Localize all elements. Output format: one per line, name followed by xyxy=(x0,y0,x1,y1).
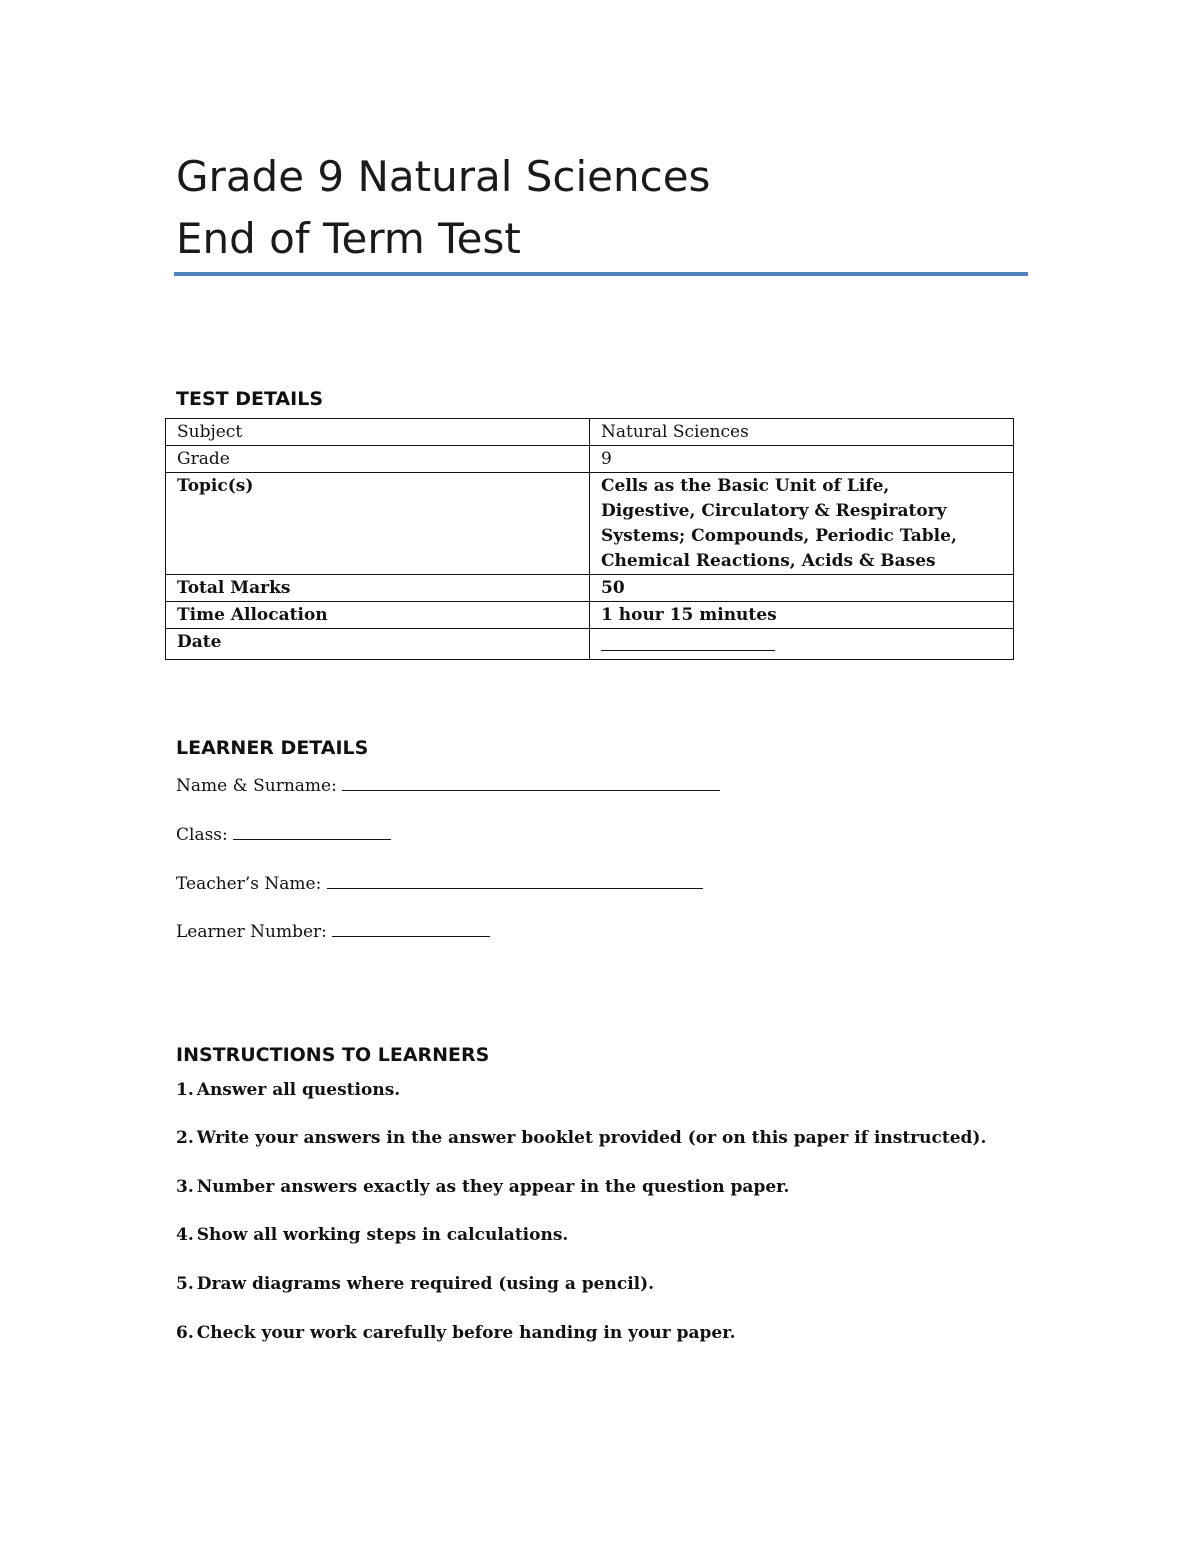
title-line-2: End of Term Test xyxy=(176,214,521,263)
title-underline-rule xyxy=(174,272,1028,276)
date-blank-line[interactable] xyxy=(601,630,775,651)
date-cell xyxy=(590,629,1014,660)
instruction-number: 2. xyxy=(176,1128,194,1148)
instruction-text: Check your work carefully before handing in your paper. xyxy=(196,1323,736,1343)
class-blank-line[interactable] xyxy=(233,819,391,840)
name-surname-label: Name & Surname: xyxy=(176,776,337,796)
test-details-table xyxy=(165,418,1014,660)
document-title xyxy=(176,146,710,270)
learner-number-field xyxy=(176,916,490,944)
instruction-item xyxy=(176,1175,789,1199)
table-row-topics xyxy=(166,473,1014,575)
instruction-item xyxy=(176,1223,568,1247)
instruction-number: 1. xyxy=(176,1080,194,1100)
subject-label: Subject xyxy=(166,419,590,446)
learner-number-label: Learner Number: xyxy=(176,922,327,942)
table-row-grade xyxy=(166,446,1014,473)
teacher-name-label: Teacher’s Name: xyxy=(176,874,322,894)
grade-value: 9 xyxy=(590,446,1014,473)
name-surname-field xyxy=(176,770,720,798)
topics-value: Cells as the Basic Unit of Life, Digestive, Circulatory & Respiratory Systems; Compounds, Periodic Table, Chemical Reactions, Acids & Bases xyxy=(590,473,1014,575)
instruction-number: 5. xyxy=(176,1274,194,1294)
table-row-subject xyxy=(166,419,1014,446)
title-line-1: Grade 9 Natural Sciences xyxy=(176,152,711,201)
total-marks-value: 50 xyxy=(590,575,1014,602)
instruction-item xyxy=(176,1321,736,1345)
instruction-text: Answer all questions. xyxy=(196,1080,401,1100)
table-row-time-allocation xyxy=(166,602,1014,629)
learner-details-heading: LEARNER DETAILS xyxy=(176,737,369,759)
instruction-item xyxy=(176,1126,986,1150)
instructions-heading: INSTRUCTIONS TO LEARNERS xyxy=(176,1044,490,1066)
learner-number-blank-line[interactable] xyxy=(332,916,490,937)
subject-value: Natural Sciences xyxy=(590,419,1014,446)
instruction-number: 4. xyxy=(176,1225,194,1245)
time-allocation-value: 1 hour 15 minutes xyxy=(590,602,1014,629)
date-label: Date xyxy=(166,629,590,660)
teacher-name-field xyxy=(176,868,703,896)
instruction-text: Write your answers in the answer booklet provided (or on this paper if instructed). xyxy=(196,1128,987,1148)
instruction-text: Number answers exactly as they appear in the question paper. xyxy=(196,1177,790,1197)
instruction-item xyxy=(176,1078,400,1102)
name-surname-blank-line[interactable] xyxy=(342,770,720,791)
table-row-total-marks xyxy=(166,575,1014,602)
grade-label: Grade xyxy=(166,446,590,473)
table-row-date xyxy=(166,629,1014,660)
instruction-text: Show all working steps in calculations. xyxy=(196,1225,569,1245)
time-allocation-label: Time Allocation xyxy=(166,602,590,629)
instruction-item xyxy=(176,1272,654,1296)
total-marks-label: Total Marks xyxy=(166,575,590,602)
instruction-number: 6. xyxy=(176,1323,194,1343)
class-field xyxy=(176,819,391,847)
test-details-heading: TEST DETAILS xyxy=(176,388,323,410)
teacher-name-blank-line[interactable] xyxy=(327,868,703,889)
instruction-text: Draw diagrams where required (using a pencil). xyxy=(196,1274,655,1294)
class-label: Class: xyxy=(176,825,228,845)
topics-label: Topic(s) xyxy=(166,473,590,575)
instruction-number: 3. xyxy=(176,1177,194,1197)
